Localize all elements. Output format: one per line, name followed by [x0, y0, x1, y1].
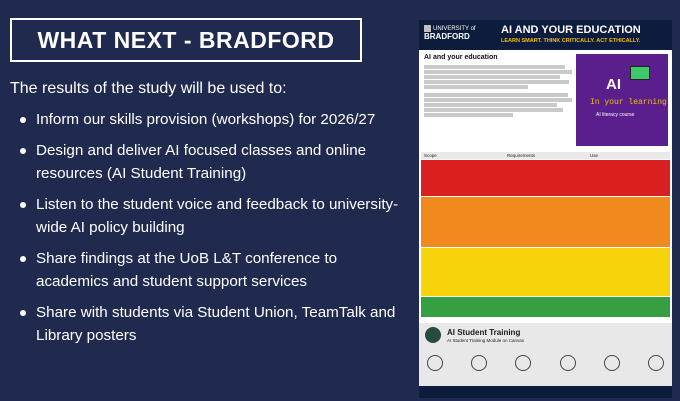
training-step-icon [427, 355, 443, 371]
ai-banner-big: AI [606, 76, 621, 93]
computer-icon [630, 66, 650, 80]
poster-intro-section [419, 50, 672, 150]
poster-subtitle: LEARN SMART. THINK CRITICALLY. ACT ETHICALLY. [501, 38, 641, 44]
slide-intro: The results of the study will be used to: [10, 80, 287, 97]
university-logo [424, 25, 476, 42]
bullet-item: Listen to the student voice and feedback to university-wide AI policy building [10, 193, 410, 239]
ai-banner-yellow: In your learning [590, 98, 667, 107]
ai-use-table [421, 152, 670, 317]
bullet-item: Design and deliver AI focused classes and online resources (AI Student Training) [10, 139, 410, 185]
bullet-item: Inform our skills provision (workshops) for 2026/27 [10, 108, 410, 131]
logo-bottom-text: BRADFORD [424, 32, 470, 42]
table-header-requirements: Requirements [507, 153, 536, 158]
poster-title: AI AND YOUR EDUCATION [501, 24, 641, 36]
training-logo-icon [425, 327, 441, 343]
poster-intro-text [424, 64, 572, 118]
bullet-item: Share findings at the UoB L&T conference to academics and student support services [10, 247, 410, 293]
training-step-icon [648, 355, 664, 371]
training-title: AI Student Training [447, 328, 521, 337]
poster-footer [419, 386, 672, 398]
slide-title-box [10, 18, 362, 62]
table-header-scope: Scope [424, 153, 437, 158]
training-step-icon [604, 355, 620, 371]
table-row-green [421, 296, 670, 317]
slide-title: WHAT NEXT - BRADFORD [37, 26, 335, 53]
table-header-use: Use [590, 153, 599, 158]
bullet-item: Share with students via Student Union, TeamTalk and Library posters [10, 301, 410, 347]
poster-header [419, 20, 672, 50]
poster-intro-heading: AI and your education [424, 54, 498, 61]
table-row-yellow [421, 247, 670, 296]
bullet-list [10, 108, 410, 355]
training-icon-row [427, 355, 664, 371]
training-step-icon [515, 355, 531, 371]
logo-top-text: UNIVERSITY of [433, 26, 476, 33]
table-row-red [421, 159, 670, 196]
table-row-orange [421, 196, 670, 247]
poster-image [419, 20, 672, 398]
training-step-icon [560, 355, 576, 371]
ai-banner-small: AI literacy course [596, 112, 635, 118]
training-step-icon [471, 355, 487, 371]
table-header [421, 152, 670, 159]
training-subtitle: AI Student Training Module on Canvas [447, 338, 525, 343]
ai-course-banner [576, 54, 668, 146]
